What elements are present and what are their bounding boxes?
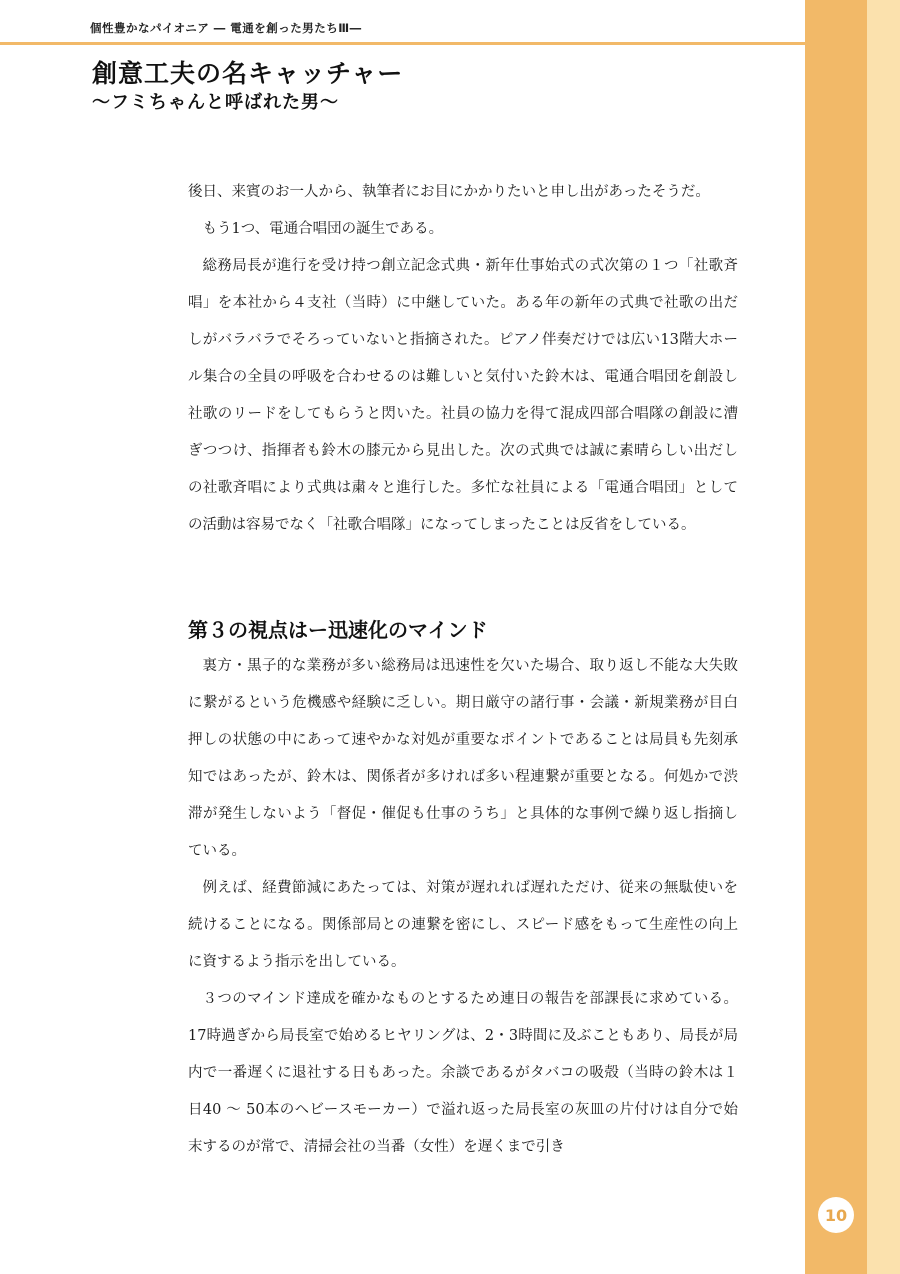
article-subtitle: 〜フミちゃんと呼ばれた男〜 — [92, 92, 339, 113]
body-text-block-2 — [188, 648, 738, 1166]
article-title: 創意工夫の名キャッチャー — [92, 59, 404, 88]
paragraph: もう1つ、電通合唱団の誕生である。 — [202, 221, 444, 237]
body-text-block-1 — [188, 174, 738, 544]
page-number: 10 — [818, 1197, 854, 1233]
paragraph: ３つのマインド達成を確かなものとするため連日の報告を部課長に求めている。17時過ぎから局長室で始めるヒヤリングは、2・3時間に及ぶこともあり、局長が局内で一番遅くに退社する日もあった。余談であるがタバコの吸殻（当時の鈴木は１日40 〜 50本のヘビースモーカー）で溢れ返った局長室の灰皿の片付けは自分で始末するのが常で、清掃会社の当番（女性）を遅くまで引き — [188, 991, 738, 1155]
side-band-inner — [867, 0, 900, 1274]
paragraph: 後日、来賓のお一人から、執筆者にお目にかかりたいと申し出があったそうだ。 — [188, 184, 710, 200]
paragraph: 例えば、経費節減にあたっては、対策が遅れれば遅れただけ、従来の無駄使いを続けることになる。関係部局との連繋を密にし、スピード感をもって生産性の向上に資するよう指示を出している。 — [188, 880, 738, 970]
header-rule — [0, 42, 805, 45]
paragraph: 総務局長が進行を受け持つ創立記念式典・新年仕事始式の式次第の１つ「社歌斉唱」を本社から４支社（当時）に中継していた。ある年の新年の式典で社歌の出だしがバラバラでそろっていないと指摘された。ピアノ伴奏だけでは広い13階大ホール集合の全員の呼吸を合わせるのは難しいと気付いた鈴木は、電通合唱団を創設し社歌のリードをしてもらうと閃いた。社員の協力を得て混成四部合唱隊の創設に漕ぎつつけ、指揮者も鈴木の膝元から見出した。次の式典では誠に素晴らしい出だしの社歌斉唱により式典は粛々と進行した。多忙な社員による「電通合唱団」としての活動は容易でなく「社歌合唱隊」になってしまったことは反省をしている。 — [188, 258, 738, 533]
running-header: 個性豊かなパイオニア ― 電通を創った男たちⅢ― — [90, 21, 362, 35]
section-heading: 第３の視点はー迅速化のマインド — [188, 618, 488, 642]
paragraph: 裏方・黒子的な業務が多い総務局は迅速性を欠いた場合、取り返し不能な大失敗に繋がるという危機感や経験に乏しい。期日厳守の諸行事・会議・新規業務が目白押しの状態の中にあって速やかな対処が重要なポイントであることは局員も先刻承知ではあったが、鈴木は、関係者が多ければ多い程連繋が重要となる。何処かで渋滞が発生しないよう「督促・催促も仕事のうち」と具体的な事例で繰り返し指摘している。 — [188, 658, 738, 859]
